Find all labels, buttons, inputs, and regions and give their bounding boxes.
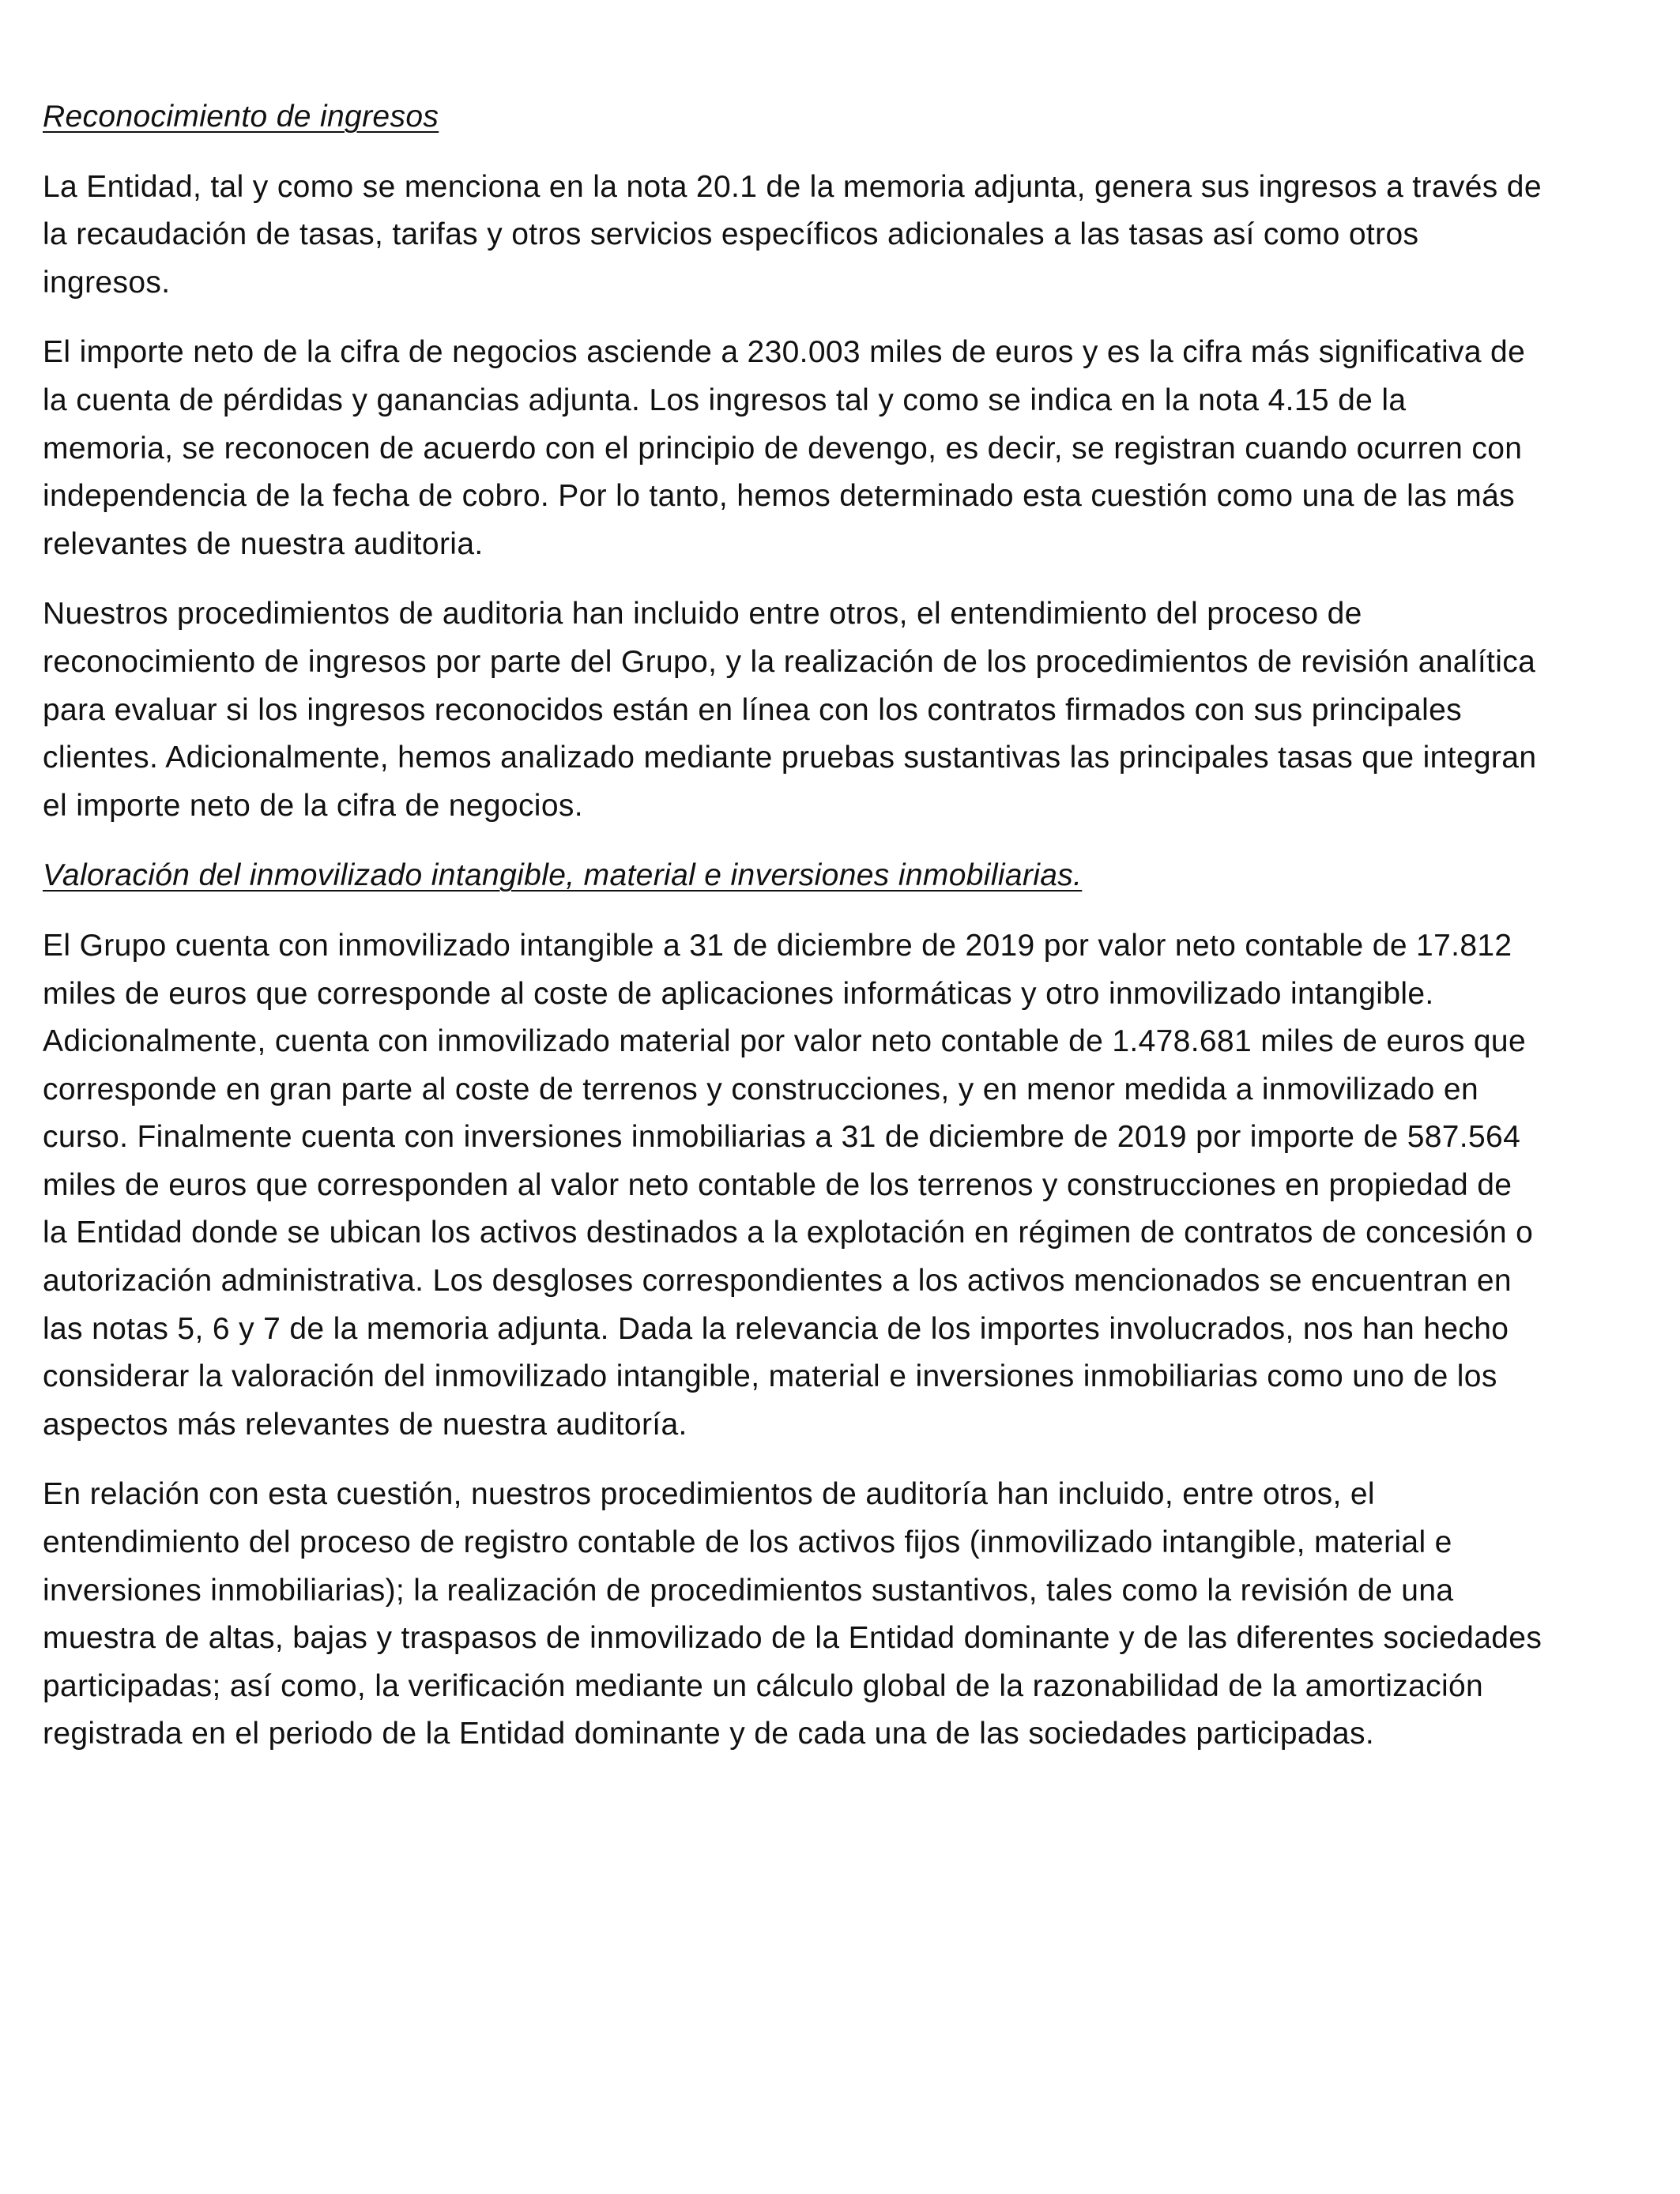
paragraph-asset-values: El Grupo cuenta con inmovilizado intangible a 31 de diciembre de 2019 por valor neto contable de 17.812 miles de euros que corresponde al coste de aplicaciones informáticas y otro inmovilizado intangible. Adicionalmente, cuenta con inmovilizado material por valor neto contable de 1.478.681 miles de euros que corresponde en gran parte al coste de terrenos y construcciones, y en menor medida a inmovilizado en curso. Finalmente cuenta con inversiones inmobiliarias a 31 de diciembre de 2019 por importe de 587.564 miles de euros que corresponden al valor neto contable de los terrenos y construcciones en propiedad de la Entidad donde se ubican los activos destinados a la explotación en régimen de contratos de concesión o autorización administrativa. Los desgloses correspondientes a los activos mencionados se encuentran en las notas 5, 6 y 7 de la memoria adjunta. Dada la relevancia de los importes involucrados, nos han hecho considerar la valoración del inmovilizado intangible, material e inversiones inmobiliarias como uno de los aspectos más relevantes de nuestra auditoría. bbox=[43, 928, 1534, 1442]
paragraph-revenue-sources: La Entidad, tal y como se menciona en la nota 20.1 de la memoria adjunta, genera sus ingresos a través de la recaudación de tasas, tarifas y otros servicios específicos adicionales a las tasas así como otros ingresos. bbox=[43, 169, 1542, 300]
section-heading-revenue-recognition: Reconocimiento de ingresos bbox=[43, 100, 439, 134]
paragraph-asset-audit-procedures: En relación con esta cuestión, nuestros procedimientos de auditoría han incluido, entre otros, el entendimiento del proceso de registro contable de los activos fijos (inmovilizado intangible, material e inversiones inmobiliarias); la realización de procedimientos sustantivos, tales como la revisión de una muestra de altas, bajas y traspasos de inmovilizado de la Entidad dominante y de las diferentes sociedades participadas; así como, la verificación mediante un cálculo global de la razonabilidad de la amortización registrada en el periodo de la Entidad dominante y de cada una de las sociedades participadas. bbox=[43, 1477, 1543, 1751]
paragraph-revenue-audit-procedures: Nuestros procedimientos de auditoria han incluido entre otros, el entendimiento del proceso de reconocimiento de ingresos por parte del Grupo, y la realización de los procedimientos de revisión analítica para evaluar si los ingresos reconocidos están en línea con los contratos firmados con sus principales clientes. Adicionalmente, hemos analizado mediante pruebas sustantivas las principales tasas que integran el importe neto de la cifra de negocios. bbox=[43, 597, 1537, 823]
document-page bbox=[43, 93, 1544, 1781]
section-heading-asset-valuation: Valoración del inmovilizado intangible, material e inversiones inmobiliarias. bbox=[43, 858, 1083, 893]
paragraph-net-turnover: El importe neto de la cifra de negocios asciende a 230.003 miles de euros y es la cifra más significativa de la cuenta de pérdidas y ganancias adjunta. Los ingresos tal y como se indica en la nota 4.15 de la memoria, se reconocen de acuerdo con el principio de devengo, es decir, se registran cuando ocurren con independencia de la fecha de cobro. Por lo tanto, hemos determinado esta cuestión como una de las más relevantes de nuestra auditoria. bbox=[43, 335, 1526, 561]
